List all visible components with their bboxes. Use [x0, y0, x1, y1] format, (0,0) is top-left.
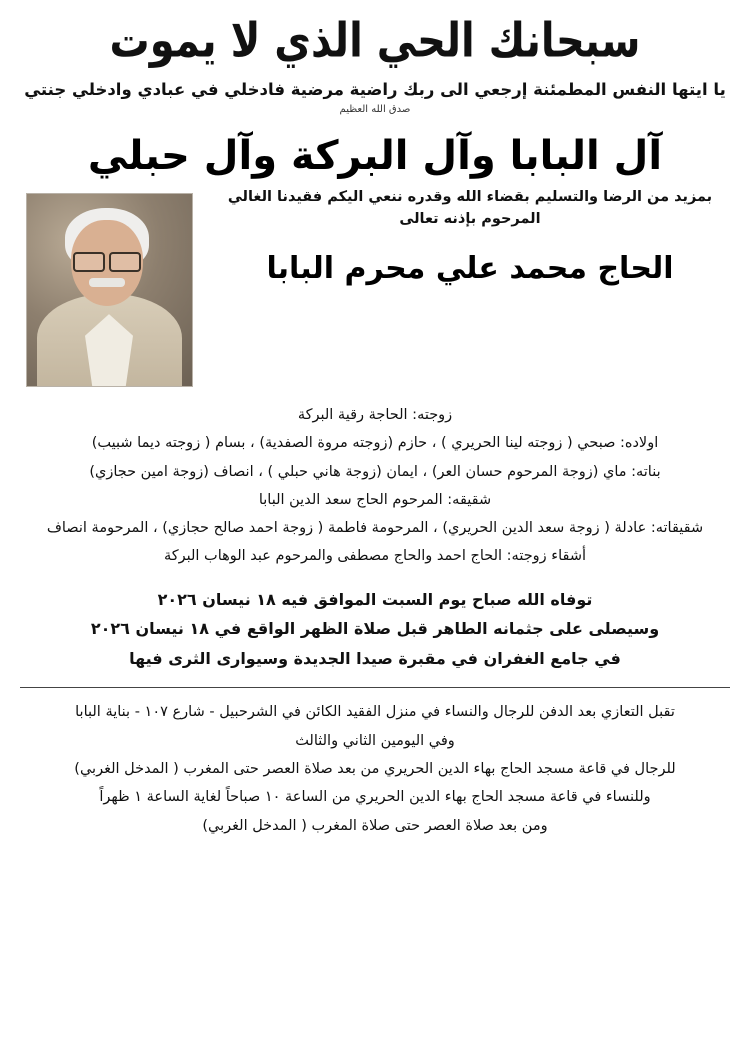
announcement-block: [18, 187, 732, 387]
quran-verse: يا ايتها النفس المطمئنة إرجعي الى ربك راضية مرضية فادخلي في عبادي وادخلي جنتي: [24, 80, 726, 99]
announcement-text: بمزيد من الرضا والتسليم بقضاء الله وقدره ننعي اليكم فقيدنا الغالي المرحوم بإذنه تعالى: [227, 189, 713, 227]
relative-line: بناته: ماي (زوجة المرحوم حسان العر) ، ايمان (زوجة هاني حبلي ) ، انصاف (زوجة امين حجازي): [89, 463, 661, 480]
relatives-list: [18, 401, 732, 571]
condolence-line: تقبل التعازي بعد الدفن للرجال والنساء في منزل الفقيد الكائن في الشرحبيل - شارع ١٠٧ - بناية البابا: [75, 704, 675, 721]
relative-line: شقيقه: المرحوم الحاج سعد الدين البابا: [258, 491, 492, 508]
condolences-section: [18, 698, 732, 839]
burial-place-line: في جامع الغفران في مقبرة صيدا الجديدة وسيوارى الثرى فيها: [129, 648, 621, 668]
sadaqallah-text: صدق الله العظيم: [339, 104, 411, 116]
deceased-name: الحاج محمد علي محرم البابا: [266, 250, 674, 286]
relative-line: شقيقاته: عادلة ( زوجة سعد الدين الحريري) ، المرحومة فاطمة ( زوجة احمد صالح حجازي) ، المرحومة انصاف: [46, 520, 704, 537]
section-divider: [20, 687, 730, 688]
condolence-line: ومن بعد صلاة العصر حتى صلاة المغرب ( المدخل الغربي): [202, 817, 548, 834]
condolence-line: للرجال في قاعة مسجد الحاج بهاء الدين الحريري من بعد صلاة العصر حتى المغرب ( المدخل الغربي): [74, 761, 676, 777]
deceased-photo: [26, 193, 193, 387]
condolence-line: وللنساء في قاعة مسجد الحاج بهاء الدين الحريري من الساعة ١٠ صباحاً لغاية الساعة ١ ظهراً: [99, 789, 651, 806]
calligraphy-basmala: سبحانك الحي الذي لا يموت: [109, 13, 641, 69]
relative-line: زوجته: الحاجة رقية البركة: [297, 407, 453, 424]
condolence-line: وفي اليومين الثاني والثالث: [295, 732, 455, 749]
relative-line: اولاده: صبحي ( زوجته لينا الحريري ) ، حازم (زوجته مروة الصفدية) ، بسام ( زوجته ديما شبيب): [91, 435, 659, 452]
families-heading: آل البابا وآل البركة وآل حبلي: [87, 133, 663, 180]
prayer-time-line: وسيصلى على جثمانه الطاهر قبل صلاة الظهر الواقع في ١٨ نيسان ٢٠٢٦: [90, 619, 660, 639]
death-date-line: توفاه الله صباح يوم السبت الموافق فيه ١٨ نيسان ٢٠٢٦: [157, 589, 593, 609]
relative-line: أشقاء زوجته: الحاج احمد والحاج مصطفى والمرحوم عبد الوهاب البركة: [163, 548, 587, 565]
funeral-details: [18, 585, 732, 674]
